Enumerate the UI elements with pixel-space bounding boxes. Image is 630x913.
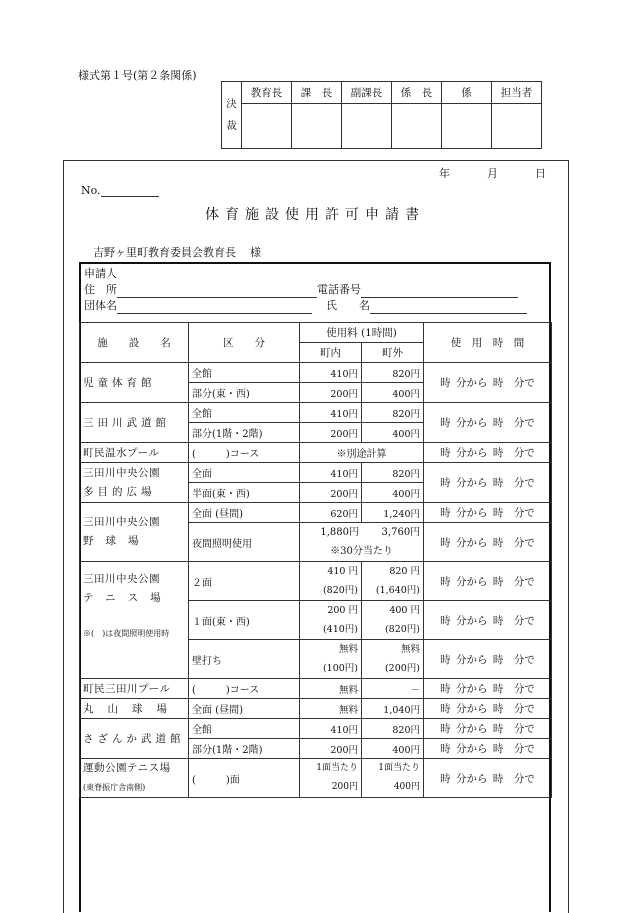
phone-label: 電話番号 (317, 283, 361, 296)
fee-out-night: (200円) (384, 663, 420, 674)
fee-out: 820円 (362, 463, 424, 483)
fee-in-night: (100円) (322, 663, 358, 674)
approval-label-char: 裁 (226, 120, 237, 132)
stamp-box[interactable] (242, 104, 292, 149)
fee-in (300, 759, 362, 798)
fee-out-night: (1,640円) (375, 585, 420, 596)
facility-name: 三田川武道館 (80, 403, 189, 443)
facility-name: 児童体育館 (80, 363, 189, 403)
fee-out-unit: 1面当たり (378, 763, 420, 773)
fee-cell (300, 523, 424, 562)
time-field[interactable]: 時 分から 時 分で (424, 679, 552, 699)
time-field[interactable]: 時 分から 時 分で (424, 601, 552, 640)
address-label: 住 所 (84, 283, 117, 296)
time-field[interactable]: 時 分から 時 分で (424, 699, 552, 719)
form-title: 体育施設使用許可申請書 (205, 207, 425, 223)
fee-in: 410円 (300, 719, 362, 739)
header-category: 区 分 (189, 323, 300, 363)
fee-in (300, 601, 362, 640)
fee-in: 200円 (300, 483, 362, 503)
stamp-box[interactable] (342, 104, 392, 149)
role-staff: 係 (442, 82, 492, 104)
group-field[interactable] (117, 301, 312, 314)
stamp-box[interactable] (492, 104, 542, 149)
group-label: 団体名 (84, 299, 117, 312)
fee-in-unit: 1面当たり (316, 763, 358, 773)
fee-out: 400円 (362, 383, 424, 403)
fee-out: 1,240円 (362, 503, 424, 523)
fee-in: 200円 (300, 423, 362, 443)
date-month: 月 (487, 167, 498, 180)
facility-name: 町民温水プール (80, 443, 189, 463)
fee-out-day: 400 円 (389, 605, 420, 616)
fee-in: 無料 (300, 679, 362, 699)
fee-in: 200円 (300, 739, 362, 759)
category-cell: １面(東・西) (189, 601, 300, 640)
addressee (93, 244, 261, 260)
role-superintendent: 教育長 (242, 82, 292, 104)
fee-out-amount: 400円 (393, 782, 420, 792)
name-label: 氏 名 (326, 299, 370, 312)
fee-out (362, 601, 424, 640)
facility-name: 丸山球場 (80, 699, 189, 719)
header-town-out: 町外 (362, 343, 424, 363)
category-cell: 全面 (189, 463, 300, 483)
role-person-in-charge: 担当者 (492, 82, 542, 104)
category-cell: 部分(東・西) (189, 383, 300, 403)
fee-out (362, 759, 424, 798)
category-cell: 全館 (189, 719, 300, 739)
facility-name-line: 運動公園テニス場 (83, 762, 171, 774)
header-time: 使 用 時 間 (424, 323, 552, 363)
time-field[interactable]: 時 分から 時 分で (424, 503, 552, 523)
fee-in: 410円 (300, 363, 362, 383)
role-unit-chief: 係 長 (392, 82, 442, 104)
fee-out: 820円 (362, 403, 424, 423)
fee-in-amount: 200円 (331, 782, 358, 792)
facility-name-line: 多目的広場 (83, 485, 156, 498)
stamp-box[interactable] (392, 104, 442, 149)
application-number[interactable] (81, 184, 159, 197)
facility-table (79, 322, 552, 798)
fee-out: 1,040円 (362, 699, 424, 719)
category-cell: 壁打ち (189, 640, 300, 679)
fee-out-day: 無料 (400, 644, 420, 655)
stamp-box[interactable] (442, 104, 492, 149)
category-cell[interactable]: ( )コース (189, 443, 300, 463)
addressee-name: 吉野ヶ里町教育委員会教育長 (93, 246, 236, 259)
fee-in: 410円 (300, 403, 362, 423)
facility-name: 町民三田川プール (80, 679, 189, 699)
phone-field[interactable] (361, 285, 518, 298)
fee-in-night: (410円) (322, 624, 358, 635)
category-cell: 全面 (昼間) (189, 699, 300, 719)
fee-in-day: 410 円 (327, 566, 358, 577)
time-field[interactable]: 時 分から 時 分で (424, 719, 552, 739)
time-field[interactable]: 時 分から 時 分で (424, 363, 552, 403)
fee-out: 400円 (362, 423, 424, 443)
facility-name (80, 503, 189, 562)
category-cell: 部分(1階・2階) (189, 739, 300, 759)
fee-in-night: (820円) (322, 585, 358, 596)
fee-out: 400円 (362, 483, 424, 503)
facility-name-line: 三田川中央公園 (83, 466, 160, 479)
facility-name-line: 三田川中央公園 (83, 573, 160, 585)
header-town-in: 町内 (300, 343, 362, 363)
time-field[interactable]: 時 分から 時 分で (424, 523, 552, 562)
facility-note: ※( )は夜間照明使用時 (83, 629, 170, 638)
form-number: 様式第１号(第２条関係) (78, 69, 197, 82)
facility-name (80, 562, 189, 679)
category-cell: 夜間照明使用 (189, 523, 300, 562)
name-field[interactable] (370, 301, 527, 314)
fee-in-day: 無料 (338, 644, 358, 655)
approval-stamp-grid (221, 81, 542, 149)
fee-out (362, 562, 424, 601)
fee-in (300, 562, 362, 601)
applicant-section (84, 266, 527, 314)
header-fee: 使用料 (1時間) (300, 323, 424, 343)
fee-out-day: 820 円 (389, 566, 420, 577)
approval-label (222, 82, 242, 149)
header-facility: 施 設 名 (80, 323, 189, 363)
category-cell: 半面(東・西) (189, 483, 300, 503)
facility-name-line: テニス場 (83, 592, 173, 604)
fee-out: 3,760円 (381, 527, 421, 538)
fee-out: 820円 (362, 363, 424, 383)
facility-name (80, 463, 189, 503)
fee-in (300, 640, 362, 679)
fee-out (362, 640, 424, 679)
time-field[interactable]: 時 分から 時 分で (424, 562, 552, 601)
time-field[interactable]: 時 分から 時 分で (424, 640, 552, 679)
fee-in: 620円 (300, 503, 362, 523)
facility-name: さざんか武道館 (80, 719, 189, 759)
facility-name-line: 三田川中央公園 (83, 516, 160, 528)
category-cell: ２面 (189, 562, 300, 601)
date-day: 日 (535, 167, 546, 180)
role-deputy-chief: 副課長 (342, 82, 392, 104)
fee-in-day: 200 円 (327, 605, 358, 616)
category-cell[interactable]: ( )コース (189, 679, 300, 699)
addressee-honorific: 様 (250, 246, 261, 259)
applicant-heading: 申請人 (84, 267, 117, 280)
time-field[interactable]: 時 分から 時 分で (424, 759, 552, 798)
fee-out: － (362, 679, 424, 699)
date-field[interactable] (439, 165, 546, 181)
number-label: No. (81, 184, 101, 197)
facility-name-line: 野球場 (83, 535, 151, 547)
fee-note: ※別途計算 (300, 443, 424, 463)
fee-out: 400円 (362, 739, 424, 759)
facility-name-line: (東脊振庁舎南側) (83, 783, 146, 792)
time-field[interactable]: 時 分から 時 分で (424, 403, 552, 443)
address-field[interactable] (117, 285, 317, 298)
time-field[interactable]: 時 分から 時 分で (424, 739, 552, 759)
category-cell: 全館 (189, 403, 300, 423)
number-line (101, 185, 159, 197)
category-cell: 全面 (昼間) (189, 503, 300, 523)
fee-in: 410円 (300, 463, 362, 483)
fee-note: ※30分当たり (330, 546, 393, 557)
category-cell: 部分(1階・2階) (189, 423, 300, 443)
date-year: 年 (439, 167, 450, 180)
time-field[interactable]: 時 分から 時 分で (424, 443, 552, 463)
time-field[interactable]: 時 分から 時 分で (424, 463, 552, 503)
fee-out-night: (820円) (384, 624, 420, 635)
stamp-box[interactable] (292, 104, 342, 149)
fee-out: 820円 (362, 719, 424, 739)
facility-name (80, 759, 189, 798)
category-cell: 全館 (189, 363, 300, 383)
fee-in: 1,880円 (320, 527, 359, 538)
fee-in: 200円 (300, 383, 362, 403)
category-cell[interactable]: ( )面 (189, 759, 300, 798)
fee-in: 無料 (300, 699, 362, 719)
approval-label-char: 決 (226, 98, 237, 110)
role-section-chief: 課 長 (292, 82, 342, 104)
